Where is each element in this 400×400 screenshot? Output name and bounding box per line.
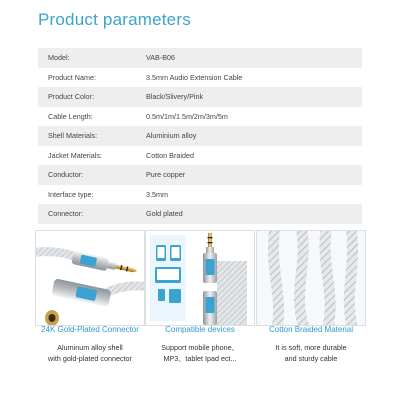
param-value: Cotton Braided	[146, 150, 194, 160]
feature-description-connector	[35, 342, 145, 364]
param-label: Cable Length:	[48, 111, 93, 121]
param-label: Conductor:	[48, 170, 84, 180]
param-label: Model:	[48, 53, 70, 63]
param-value: Pure copper	[146, 170, 186, 180]
param-value: 3.5mm	[146, 189, 168, 199]
param-value: VAB-B06	[146, 53, 176, 63]
param-label: Product Name:	[48, 72, 96, 82]
feature-image-devices	[145, 230, 255, 326]
param-label: Shell Materials:	[48, 131, 98, 141]
param-value: Black/Slivery/Pink	[146, 92, 204, 102]
feature-description-braided	[256, 342, 366, 364]
param-label: Jacket Materials:	[48, 150, 102, 160]
param-row-shell-materials	[38, 126, 362, 146]
param-row-connector	[38, 204, 362, 224]
param-row-product-name	[38, 68, 362, 88]
param-label: Connector:	[48, 209, 84, 219]
param-row-conductor	[38, 165, 362, 185]
param-value: Gold plated	[146, 209, 183, 219]
feature-caption-devices: Compatible devices	[165, 325, 235, 334]
description-line: MP3、tablet Ipad ect...	[163, 354, 237, 363]
param-value: 0.5m/1m/1.5m/2m/3m/5m	[146, 111, 228, 121]
description-line: with gold-plated connector	[48, 354, 132, 363]
parameter-table	[38, 48, 362, 224]
feature-caption-braided: Cotton Braided Material	[268, 325, 354, 334]
description-line: It is soft, more durable	[275, 343, 347, 352]
param-row-cable-length	[38, 107, 362, 127]
description-line: Support mobile phone、	[161, 343, 239, 352]
page-title: Product parameters	[38, 10, 191, 29]
description-line: Aluminum alloy shell	[57, 343, 123, 352]
feature-image-braided-cable	[256, 230, 366, 326]
param-row-jacket-materials	[38, 146, 362, 166]
param-row-product-color	[38, 87, 362, 107]
param-value: 3.5mm Audio Extension Cable	[146, 72, 243, 82]
param-value: Aluminium alloy	[146, 131, 197, 141]
param-label: Product Color:	[48, 92, 94, 102]
feature-description-devices	[145, 342, 255, 364]
cable-connector-illustration	[36, 231, 144, 325]
description-line: and sturdy cable	[284, 354, 338, 363]
param-label: Interface type:	[48, 189, 94, 199]
devices-illustration	[146, 231, 254, 325]
braided-cable-illustration	[257, 231, 365, 325]
feature-caption-connector: 24K Gold-Plated Connector	[41, 325, 139, 334]
param-row-interface-type	[38, 185, 362, 205]
param-row-model	[38, 48, 362, 68]
feature-image-connector	[35, 230, 145, 326]
